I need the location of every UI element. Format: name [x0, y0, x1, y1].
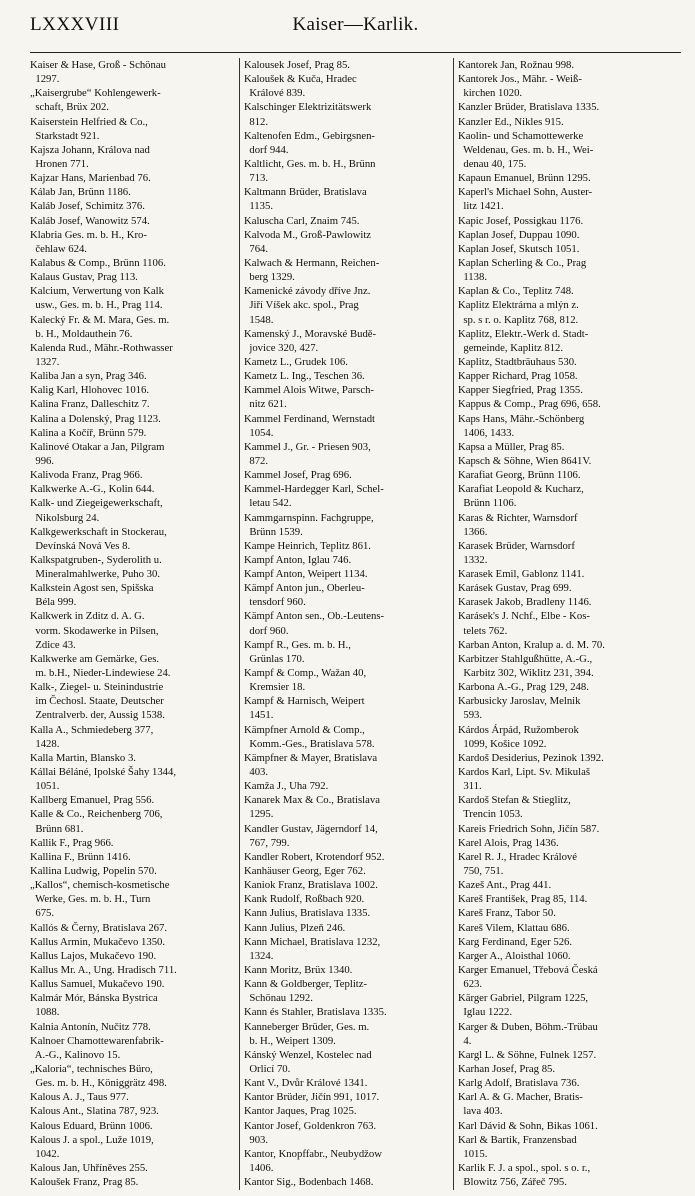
directory-line: b. H., Weipert 1309. — [244, 1034, 336, 1047]
directory-line: Kaláb Josef, Schimitz 376. — [30, 200, 145, 213]
directory-line: dorf 944. — [244, 143, 289, 156]
directory-line: 1088. — [30, 1006, 60, 1019]
directory-line: sp. s r. o. Kaplitz 768, 812. — [458, 313, 579, 326]
directory-line: Kaloušek & Kuča, Hradec — [244, 73, 357, 86]
directory-line: Kalkgewerkschaft in Stockerau, — [30, 525, 167, 538]
directory-line: 1297. — [30, 73, 60, 86]
directory-line: Kalenda Rud., Mähr.-Rothwasser — [30, 341, 173, 354]
directory-line: Zentralverb. der, Aussig 1538. — [30, 709, 165, 722]
directory-line: Karg Ferdinand, Eger 526. — [458, 935, 573, 948]
directory-line: Kann Julius, Plzeň 246. — [244, 921, 346, 934]
directory-line: 872. — [244, 454, 269, 467]
directory-line: Kapsch & Söhne, Wien 8641V. — [458, 454, 592, 467]
directory-line: 1054. — [244, 426, 274, 439]
directory-line: Kanneberger Brüder, Ges. m. — [244, 1020, 370, 1033]
directory-line: 996. — [30, 454, 55, 467]
directory-line: Kalnoer Chamottewarenfabrik- — [30, 1034, 164, 1047]
directory-line: Kaplitz Elektrárna a mlýn z. — [458, 299, 579, 312]
directory-line: Kametz L. Ing., Teschen 36. — [244, 370, 365, 383]
directory-line: Kalinové Otakar a Jan, Pilgram — [30, 440, 165, 453]
directory-line: Kaltmann Brüder, Bratislava — [244, 186, 367, 199]
directory-line: Karbitzer Stahlgußhütte, A.-G., — [458, 652, 593, 665]
directory-line: Karban Anton, Kralup a. d. M. 70. — [458, 638, 605, 651]
directory-line: Kalle & Co., Reichenberg 706, — [30, 808, 163, 821]
directory-line: Kalousek Josef, Prag 85. — [244, 59, 350, 71]
directory-line: dorf 960. — [244, 624, 289, 637]
directory-line: Kalmár Mór, Bánska Bystrica — [30, 992, 158, 1005]
directory-line: 903. — [244, 1133, 269, 1146]
directory-line: Kaloušek Franz, Prag 85. — [30, 1176, 139, 1189]
directory-line: Kann és Stahler, Bratislava 1335. — [244, 1006, 387, 1019]
directory-line: Kämpfner Arnold & Comp., — [244, 723, 365, 736]
directory-line: Kappus & Comp., Prag 696, 658. — [458, 398, 601, 411]
directory-line: Kantorek Jos., Mähr. - Weiß- — [458, 73, 582, 86]
directory-line: Kantor Jaques, Prag 1025. — [244, 1105, 357, 1118]
directory-line: 1406, 1433. — [458, 426, 515, 439]
directory-line: Kalkwerk in Zditz d. A. G. — [30, 610, 145, 623]
directory-line: Kardos Karl, Lipt. Sv. Mikulaš — [458, 766, 590, 779]
directory-line: Kapsa a Müller, Prag 85. — [458, 440, 565, 453]
directory-line: Kamenické závody dříve Jnz. — [244, 285, 371, 298]
directory-line: Karhan Josef, Prag 85. — [458, 1062, 556, 1075]
page-header — [30, 8, 681, 38]
directory-line: Karasek Brüder, Warnsdorf — [458, 539, 575, 552]
directory-line: Kalvoda M., Groß-Pawlowitz — [244, 228, 372, 241]
directory-line: Kammel Ferdinand, Wernstadt — [244, 412, 376, 425]
directory-line: Kallus Mr. A., Ung. Hradisch 711. — [30, 964, 177, 976]
directory-line: Kareš Vilem, Klattau 686. — [458, 921, 570, 934]
directory-line: Kallus Lajos, Mukačevo 190. — [30, 949, 157, 962]
directory-line: Karásek Gustav, Prag 699. — [458, 582, 572, 595]
directory-line: Kantorek Jan, Rožnau 998. — [458, 59, 575, 71]
directory-line: Karafiat Georg, Brünn 1106. — [458, 469, 581, 482]
directory-line: Karafiat Leopold & Kucharz, — [458, 483, 584, 496]
directory-line: Zdice 43. — [30, 638, 76, 651]
directory-line: tensdorf 960. — [244, 596, 306, 609]
directory-line: Kalla A., Schmiedeberg 377, — [30, 723, 154, 736]
directory-line: Kaolin- und Schamottewerke — [458, 129, 584, 142]
directory-line: Karel Alois, Prag 1436. — [458, 836, 559, 849]
directory-line: Kann Michael, Bratislava 1232, — [244, 935, 381, 948]
directory-line: 1324. — [244, 949, 274, 962]
directory-line: Devínská Nová Ves 8. — [30, 539, 131, 552]
directory-line: Kalecký Fr. & M. Mara, Ges. m. — [30, 313, 170, 326]
directory-line: Kánský Wenzel, Kostelec nad — [244, 1048, 372, 1061]
running-head: Kaiser—Karlik. — [292, 14, 419, 35]
directory-line: Kremsier 18. — [244, 681, 306, 694]
directory-line: Kalkwerke am Gemärke, Ges. — [30, 652, 160, 665]
directory-line: Kanzler Ed., Nikles 915. — [458, 115, 564, 128]
directory-line: Kardoš Desiderius, Pezinok 1392. — [458, 751, 604, 764]
directory-line: lava 403. — [458, 1105, 503, 1118]
directory-line: Kantor Josef, Goldenkron 763. — [244, 1119, 377, 1132]
directory-line: Kareš Franz, Tabor 50. — [458, 907, 556, 920]
directory-line: Kampf Anton, Weipert 1134. — [244, 568, 368, 581]
directory-line: Weldenau, Ges. m. b. H., Wei- — [458, 143, 594, 156]
directory-line: Kalivoda Franz, Prag 966. — [30, 469, 143, 482]
directory-line: Kaplan & Co., Teplitz 748. — [458, 285, 574, 298]
directory-line: Kapaun Emanuel, Brünn 1295. — [458, 172, 591, 185]
directory-line: Kajsza Johann, Králova nad — [30, 143, 150, 156]
directory-line: Karasek Emil, Gablonz 1141. — [458, 568, 585, 581]
directory-line: Kalous Ant., Slatina 787, 923. — [30, 1105, 159, 1118]
directory-line: Kampf Anton, Iglau 746. — [244, 553, 352, 566]
directory-line: Kammel-Hardegger Karl, Schel- — [244, 483, 384, 496]
directory-line: Starkstadt 921. — [30, 129, 100, 142]
directory-line: Brünn 1539. — [244, 525, 303, 538]
directory-line: Iglau 1222. — [458, 1006, 513, 1019]
directory-line: Mineralmahlwerke, Puho 30. — [30, 568, 161, 581]
directory-line: Kaperl's Michael Sohn, Auster- — [458, 186, 593, 199]
directory-line: 713. — [244, 172, 269, 185]
directory-line: 1428. — [30, 737, 60, 750]
directory-line: Karbona A.-G., Prag 129, 248. — [458, 681, 589, 694]
directory-line: Karbitz 302, Wiklitz 231, 394. — [458, 667, 594, 680]
directory-line: Kareš František, Prag 85, 114. — [458, 893, 588, 906]
directory-line: Kalig Karl, Hlohovec 1016. — [30, 384, 150, 397]
directory-line: Kardoš Stefan & Stieglitz, — [458, 794, 571, 807]
directory-line: Kalous Jan, Uhříněves 255. — [30, 1161, 148, 1174]
directory-line: Karl A. & G. Macher, Bratis- — [458, 1091, 583, 1104]
directory-line: Karl & Bartik, Franzensbad — [458, 1133, 577, 1146]
directory-line: Kann & Goldberger, Teplitz- — [244, 978, 368, 991]
directory-line: Kann Julius, Bratislava 1335. — [244, 907, 371, 920]
directory-line: Karger Emanuel, Třebová Česká — [458, 964, 598, 976]
directory-line: Kank Rudolf, Roßbach 920. — [244, 893, 365, 906]
directory-line: denau 40, 175. — [458, 157, 527, 170]
directory-line: Kanzler Brüder, Bratislava 1335. — [458, 101, 600, 114]
directory-line: Brünn 1106. — [458, 497, 517, 510]
directory-line: Kaiserstein Helfried & Co., — [30, 115, 148, 128]
directory-line: Kaltlicht, Ges. m. b. H., Brünn — [244, 157, 376, 170]
directory-line: Kallik F., Prag 966. — [30, 836, 114, 849]
directory-line: 623. — [458, 978, 483, 991]
directory-line: Karlik F. J. a spol., spol. s o. r., — [458, 1161, 591, 1174]
directory-line: Kalkspatgruben-, Syderolith u. — [30, 553, 162, 566]
directory-line: Kaniok Franz, Bratislava 1002. — [244, 879, 378, 892]
directory-line: Kajzar Hans, Marienbad 76. — [30, 172, 151, 185]
directory-line: Kanarek Max & Co., Bratislava — [244, 794, 380, 807]
directory-line: Kann Moritz, Brüx 1340. — [244, 964, 353, 976]
directory-line: „Kaloria“, technisches Büro, — [30, 1062, 153, 1075]
directory-line: gemeinde, Kaplitz 812. — [458, 341, 564, 354]
directory-line: Karlg Adolf, Bratislava 736. — [458, 1077, 580, 1090]
directory-line: Kalcium, Verwertung von Kalk — [30, 285, 164, 298]
directory-line: 4. — [458, 1034, 472, 1047]
directory-line: Kaplan Josef, Duppau 1090. — [458, 228, 580, 241]
directory-line: Kárdos Árpád, Ružomberok — [458, 723, 579, 736]
directory-line: Kammgarnspinn. Fachgruppe, — [244, 511, 374, 524]
directory-line: Kallus Armin, Mukačevo 1350. — [30, 935, 166, 948]
directory-line: 1042. — [30, 1147, 60, 1160]
directory-line: Karásek's J. Nchf., Elbe - Kos- — [458, 610, 590, 623]
directory-line: Karasek Jakob, Bradleny 1146. — [458, 596, 592, 609]
directory-line: telets 762. — [458, 624, 508, 637]
directory-line: Karl Dávid & Sohn, Bikas 1061. — [458, 1119, 598, 1132]
directory-line: 1548. — [244, 313, 274, 326]
directory-line: 764. — [244, 242, 269, 255]
directory-line: 1366. — [458, 525, 488, 538]
directory-line: Kantor, Knopffabr., Neubydžow — [244, 1147, 382, 1160]
directory-line: 1295. — [244, 808, 274, 821]
directory-line: Kalkstein Agost sen, Spišska — [30, 582, 154, 595]
directory-line: Kanhäuser Georg, Eger 762. — [244, 865, 366, 878]
directory-line: Hronen 771. — [30, 157, 89, 170]
directory-line: Kállai Béláné, Ipolské Šahy 1344, — [30, 766, 177, 779]
directory-line: čehlaw 624. — [30, 242, 87, 255]
directory-line: m. b.H., Nieder-Lindewiese 24. — [30, 667, 171, 680]
column-divider-2 — [453, 58, 454, 1190]
directory-line: Kämpfner & Mayer, Bratislava — [244, 751, 378, 764]
directory-line: jovice 320, 427. — [244, 341, 319, 354]
directory-line: Kampe Heinrich, Teplitz 861. — [244, 539, 371, 552]
directory-line: Kampf & Harnisch, Weipert — [244, 695, 365, 708]
directory-line: Kálab Jan, Brünn 1186. — [30, 186, 131, 199]
directory-line: Kant V., Dvůr Králové 1341. — [244, 1077, 368, 1090]
directory-line: 750, 751. — [458, 865, 504, 878]
directory-line: Kamža J., Uha 792. — [244, 780, 329, 793]
directory-line: Kandler Robert, Krotendorf 952. — [244, 850, 385, 863]
directory-line: 1332. — [458, 553, 488, 566]
directory-line: Kalaus Gustav, Prag 113. — [30, 271, 138, 284]
directory-line: Kazeš Ant., Prag 441. — [458, 879, 552, 892]
directory-line: 1327. — [30, 355, 60, 368]
directory-line: Klabria Ges. m. b. H., Kro- — [30, 228, 147, 241]
directory-line: 593. — [458, 709, 483, 722]
directory-line: Kalkwerke A.-G., Kolin 644. — [30, 483, 155, 496]
directory-line: Brünn 681. — [30, 822, 84, 835]
directory-line: Kapper Siegfried, Prag 1355. — [458, 384, 583, 397]
directory-line: Ges. m. b. H., Königgrätz 498. — [30, 1077, 167, 1090]
directory-line: Jiří Víšek akc. spol., Prag — [244, 299, 359, 312]
directory-line: 767, 799. — [244, 836, 290, 849]
directory-line: Kampf R., Ges. m. b. H., — [244, 638, 351, 651]
directory-line: Trencin 1053. — [458, 808, 523, 821]
directory-line: 675. — [30, 907, 55, 920]
directory-line: 812. — [244, 115, 269, 128]
directory-line: Kammel Josef, Prag 696. — [244, 469, 352, 482]
directory-line: Kalina a Kočíř, Brünn 579. — [30, 426, 147, 439]
directory-line: Kaltenofen Edm., Gebirgsnen- — [244, 129, 375, 142]
directory-line: Kalous J. a spol., Luže 1019, — [30, 1133, 154, 1146]
directory-line: A.-G., Kalinovo 15. — [30, 1048, 121, 1061]
directory-line: Kalous A. J., Taus 977. — [30, 1091, 129, 1104]
directory-line: 1451. — [244, 709, 274, 722]
directory-line: Kammel Alois Witwe, Parsch- — [244, 384, 374, 397]
directory-line: Kampf & Comp., Wažan 40, — [244, 667, 367, 680]
directory-line: 1015. — [458, 1147, 488, 1160]
directory-line: Kaláb Josef, Wanowitz 574. — [30, 214, 150, 227]
directory-line: Kämpf Anton sen., Ob.-Leutens- — [244, 610, 385, 623]
directory-line: 311. — [458, 780, 482, 793]
directory-line: schaft, Brüx 202. — [30, 101, 109, 114]
directory-line: Kaplan Scherling & Co., Prag — [458, 256, 587, 269]
directory-line: Kamenský J., Moravské Budě- — [244, 327, 377, 340]
directory-line: Kalschinger Elektrizitätswerk — [244, 101, 372, 114]
directory-line: Kalnia Antonín, Nučitz 778. — [30, 1020, 151, 1033]
directory-line: Kapper Richard, Prag 1058. — [458, 370, 578, 383]
directory-line: Kaplan Josef, Skutsch 1051. — [458, 242, 580, 255]
directory-line: Kaplitz, Stadtbräuhaus 530. — [458, 355, 577, 368]
directory-line: Kalous Eduard, Brünn 1006. — [30, 1119, 153, 1132]
directory-line: Kalla Martin, Blansko 3. — [30, 751, 136, 764]
directory-line: Kallós & Černy, Bratislava 267. — [30, 921, 168, 934]
directory-line: Kaliba Jan a syn, Prag 346. — [30, 370, 147, 383]
page-number: LXXXVIII — [30, 14, 120, 35]
directory-line: Grünlas 170. — [244, 652, 305, 665]
directory-line: Kapic Josef, Possigkau 1176. — [458, 214, 584, 227]
directory-line: Kaluscha Carl, Znaim 745. — [244, 214, 360, 227]
directory-line: „Kaisergrube“ Kohlengewerk- — [30, 87, 161, 100]
directory-line: Kalina Franz, Dalleschitz 7. — [30, 398, 150, 411]
directory-line: Králové 839. — [244, 87, 306, 100]
directory-line: Kalina a Dolenský, Prag 1123. — [30, 412, 161, 425]
directory-line: Orlicí 70. — [244, 1062, 291, 1075]
directory-line: 403. — [244, 766, 269, 779]
directory-line: Kalk-, Ziegel- u. Steinindustrie — [30, 681, 164, 694]
directory-line: 1051. — [30, 780, 60, 793]
directory-line: berg 1329. — [244, 271, 295, 284]
directory-line: Karas & Richter, Warnsdorf — [458, 511, 578, 524]
directory-line: vorm. Skodawerke in Pilsen, — [30, 624, 159, 637]
column-1 — [30, 58, 235, 1190]
directory-line: Kallus Samuel, Mukačevo 190. — [30, 978, 165, 991]
column-divider-1 — [239, 58, 240, 1190]
directory-line: Kaiser & Hase, Groß - Schönau — [30, 59, 166, 71]
directory-line: Kammel J., Gr. - Priesen 903, — [244, 440, 371, 453]
directory-line: „Kallos“, chemisch-kosmetische — [30, 879, 170, 892]
directory-line: Karger & Duben, Böhm.-Trübau — [458, 1020, 598, 1033]
directory-line: Kärger Gabriel, Pilgram 1225, — [458, 992, 589, 1005]
directory-line: b. H., Moldauthein 76. — [30, 327, 133, 340]
directory-line: Kallberg Emanuel, Prag 556. — [30, 794, 155, 807]
directory-line: Kalwach & Hermann, Reichen- — [244, 256, 380, 269]
directory-line: Nikolsburg 24. — [30, 511, 100, 524]
directory-line: Karel R. J., Hradec Králové — [458, 850, 577, 863]
column-2 — [244, 58, 449, 1190]
directory-line: Kandler Gustav, Jägerndorf 14, — [244, 822, 378, 835]
directory-line: Kargl L. & Söhne, Fulnek 1257. — [458, 1048, 597, 1061]
directory-line: Kareis Friedrich Sohn, Jičín 587. — [458, 822, 600, 835]
directory-line: nitz 621. — [244, 398, 287, 411]
directory-line: usw., Ges. m. b. H., Prag 114. — [30, 299, 163, 312]
directory-line: Komm.-Ges., Bratislava 578. — [244, 737, 375, 750]
directory-line: letau 542. — [244, 497, 292, 510]
directory-line: Kantor Brüder, Jičín 991, 1017. — [244, 1091, 380, 1104]
directory-line: litz 1421. — [458, 200, 504, 213]
directory-line: 1099, Košice 1092. — [458, 737, 547, 750]
directory-line: Béla 999. — [30, 596, 77, 609]
directory-line: 1135. — [244, 200, 273, 213]
directory-line: Kaplitz, Elektr.-Werk d. Stadt- — [458, 327, 589, 340]
directory-line: 1138. — [458, 271, 487, 284]
directory-line: Kallina F., Brünn 1416. — [30, 850, 131, 863]
directory-line: Kantor Sig., Bodenbach 1468. — [244, 1176, 374, 1189]
directory-line: Schönau 1292. — [244, 992, 313, 1005]
column-3 — [458, 58, 681, 1190]
directory-line: Werke, Ges. m. b. H., Turn — [30, 893, 151, 906]
directory-line: Blowitz 756, Zářeč 795. — [458, 1176, 567, 1189]
directory-line: Kämpf Anton jun., Oberleu- — [244, 582, 365, 595]
directory-line: kirchen 1020. — [458, 87, 523, 100]
directory-line: 1406. — [244, 1161, 274, 1174]
directory-line: Kalk- und Ziegeigewerkschaft, — [30, 497, 163, 510]
directory-line: Karbusicky Jaroslav, Melnik — [458, 695, 581, 708]
directory-line: Kalabus & Comp., Brünn 1106. — [30, 256, 166, 269]
directory-line: Kametz L., Grudek 106. — [244, 355, 348, 368]
entry-columns — [30, 58, 681, 1190]
directory-line: im Čechosl. Staate, Deutscher — [30, 695, 164, 708]
header-rule — [30, 52, 681, 53]
directory-line: Kallina Ludwig, Popelin 570. — [30, 865, 157, 878]
directory-line: Karger A., Aloisthal 1060. — [458, 949, 571, 962]
directory-line: Kaps Hans, Mähr.-Schönberg — [458, 412, 585, 425]
